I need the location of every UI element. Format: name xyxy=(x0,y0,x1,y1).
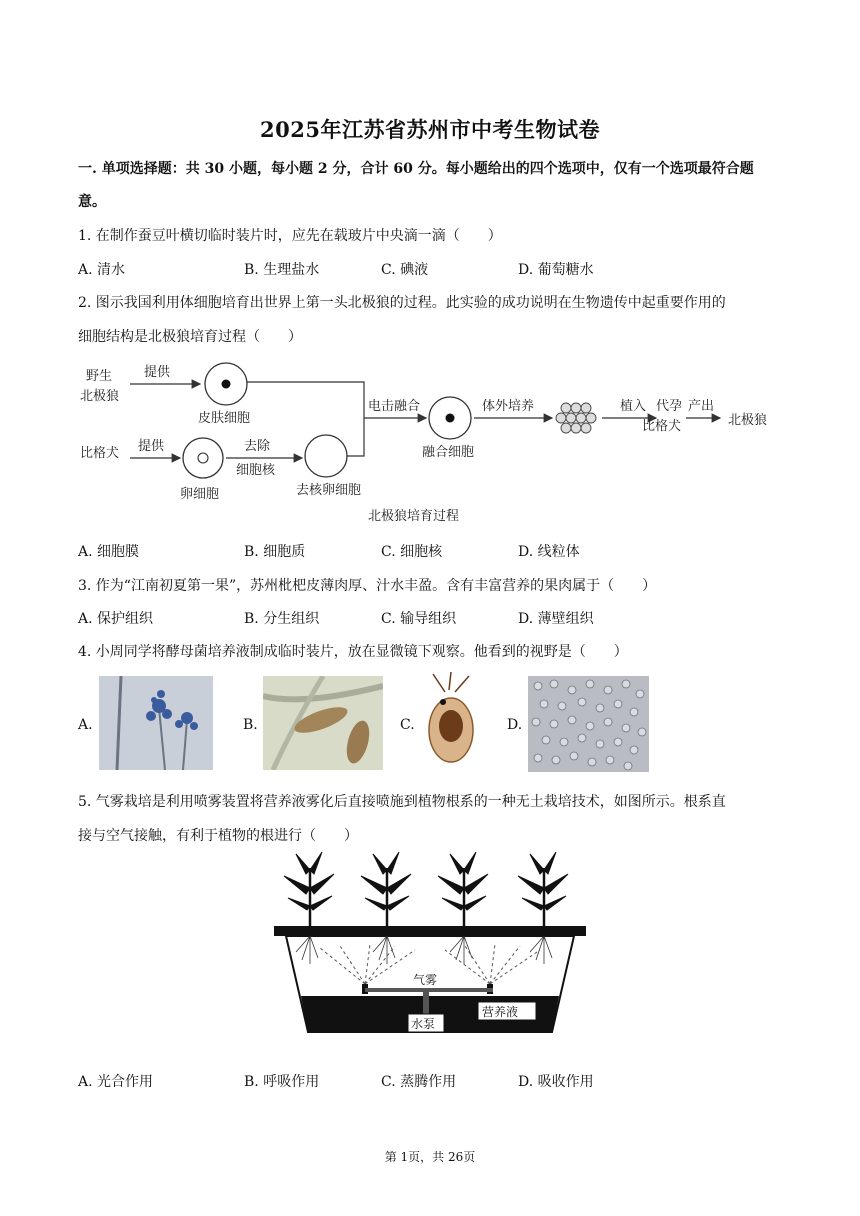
fused-cell-nucleus xyxy=(446,414,455,423)
label-skin-cell: 皮肤细胞 xyxy=(198,411,251,426)
q4-label-a: A. xyxy=(78,717,93,733)
label-enucleated-egg: 去核卵细胞 xyxy=(296,483,362,498)
label-electro-fusion: 电击融合 xyxy=(368,399,421,414)
q5-stem-line1: 5. 气雾栽培是利用喷雾装置将营养液雾化后直接喷施到植物根系的一种无土栽培技术，如图所示。根系直 xyxy=(78,794,726,810)
label-remove-1: 去除 xyxy=(244,439,271,454)
q2-option-c: C. 细胞核 xyxy=(381,544,443,560)
q3-stem: 3. 作为“江南初夏第一果”，苏州枇杷皮薄肉厚、汁水丰盈。含有丰富营养的果肉属于（ ） xyxy=(78,578,657,594)
label-nutrient: 营养液 xyxy=(482,1005,519,1019)
q2-stem-line2: 细胞结构是北极狼培育过程（ ） xyxy=(78,329,302,345)
q4-image-c-daphnia xyxy=(415,668,485,778)
q1-option-b: B. 生理盐水 xyxy=(244,262,320,278)
q1-stem: 1. 在制作蚕豆叶横切临时装片时，应先在载玻片中央滴一滴（ ） xyxy=(78,228,502,244)
egg-cell-nucleus xyxy=(198,453,208,463)
q4-label-d: D. xyxy=(507,717,523,733)
q4-stem: 4. 小周同学将酵母菌培养液制成临时装片，放在显微镜下观察。他看到的视野是（ ） xyxy=(78,644,628,660)
label-implant: 植入 xyxy=(620,399,647,414)
q5-stem-line2: 接与空气接触，有利于植物的根进行（ ） xyxy=(78,828,358,844)
page-footer: 第 1页，共 26页 xyxy=(384,1150,476,1164)
pipe-vertical xyxy=(423,988,429,1014)
q3-option-c: C. 输导组织 xyxy=(381,611,457,627)
q2-option-a: A. 细胞膜 xyxy=(78,544,140,560)
line-egg-to-fusion xyxy=(347,418,364,456)
label-produce: 产出 xyxy=(688,399,715,414)
q1-option-c: C. 碘液 xyxy=(381,262,429,278)
section-instructions-line2: 意。 xyxy=(78,194,106,210)
section-instructions-line1: 一. 单项选择题：共 30 小题，每小题 2 分，合计 60 分。每小题给出的四个选项中，仅有一个选项最符合题 xyxy=(78,161,754,177)
q5-option-d: D. 吸收作用 xyxy=(518,1074,594,1090)
label-provide-1: 提供 xyxy=(144,365,171,380)
enucleated-egg-circle xyxy=(305,435,347,477)
q5-option-a: A. 光合作用 xyxy=(78,1074,154,1090)
q3-option-a: A. 保护组织 xyxy=(78,611,154,627)
wolf-cloning-diagram xyxy=(76,352,786,532)
label-in-vitro-culture: 体外培养 xyxy=(482,399,535,414)
q1-option-d: D. 葡萄糖水 xyxy=(518,262,594,278)
skin-cell-nucleus xyxy=(222,380,231,389)
q4-image-d-yeast-cells xyxy=(528,676,649,772)
growing-lid xyxy=(274,926,586,936)
label-pump: 水泵 xyxy=(411,1017,436,1031)
q2-option-b: B. 细胞质 xyxy=(244,544,306,560)
label-remove-2: 细胞核 xyxy=(236,463,276,478)
label-mist: 气雾 xyxy=(413,973,438,987)
line-skin-to-fusion xyxy=(247,382,364,418)
diagram-caption: 北极狼培育过程 xyxy=(368,509,460,524)
label-arctic-wolf: 北极狼 xyxy=(80,389,120,404)
q4-image-b-protozoa-micrograph xyxy=(263,676,383,770)
q2-option-d: D. 线粒体 xyxy=(518,544,580,560)
q1-option-a: A. 清水 xyxy=(78,262,126,278)
q2-stem-line1: 2. 图示我国利用体细胞培育出世界上第一头北极狼的过程。此实验的成功说明在生物遗传中起重要作用的 xyxy=(78,295,726,311)
q3-option-b: B. 分生组织 xyxy=(244,611,320,627)
label-provide-2: 提供 xyxy=(138,439,165,454)
plant-icons xyxy=(284,852,568,926)
q4-image-a-mold-micrograph xyxy=(99,676,213,770)
q4-label-b: B. xyxy=(243,717,258,733)
q5-option-b: B. 呼吸作用 xyxy=(244,1074,320,1090)
label-egg-cell: 卵细胞 xyxy=(180,487,220,502)
q4-label-c: C. xyxy=(400,717,415,733)
label-fused-cell: 融合细胞 xyxy=(422,445,475,460)
aeroponics-diagram xyxy=(270,848,590,1034)
label-arctic-wolf-result: 北极狼 xyxy=(728,413,768,428)
label-wild: 野生 xyxy=(86,369,113,384)
embryo-cluster xyxy=(556,403,596,433)
label-surrogate-2: 比格犬 xyxy=(642,419,682,434)
label-beagle: 比格犬 xyxy=(80,446,120,461)
q5-option-c: C. 蒸腾作用 xyxy=(381,1074,457,1090)
page-title: 2025年江苏省苏州市中考生物试卷 xyxy=(260,117,600,142)
label-surrogate-1: 代孕 xyxy=(656,399,683,414)
q3-option-d: D. 薄壁组织 xyxy=(518,611,594,627)
